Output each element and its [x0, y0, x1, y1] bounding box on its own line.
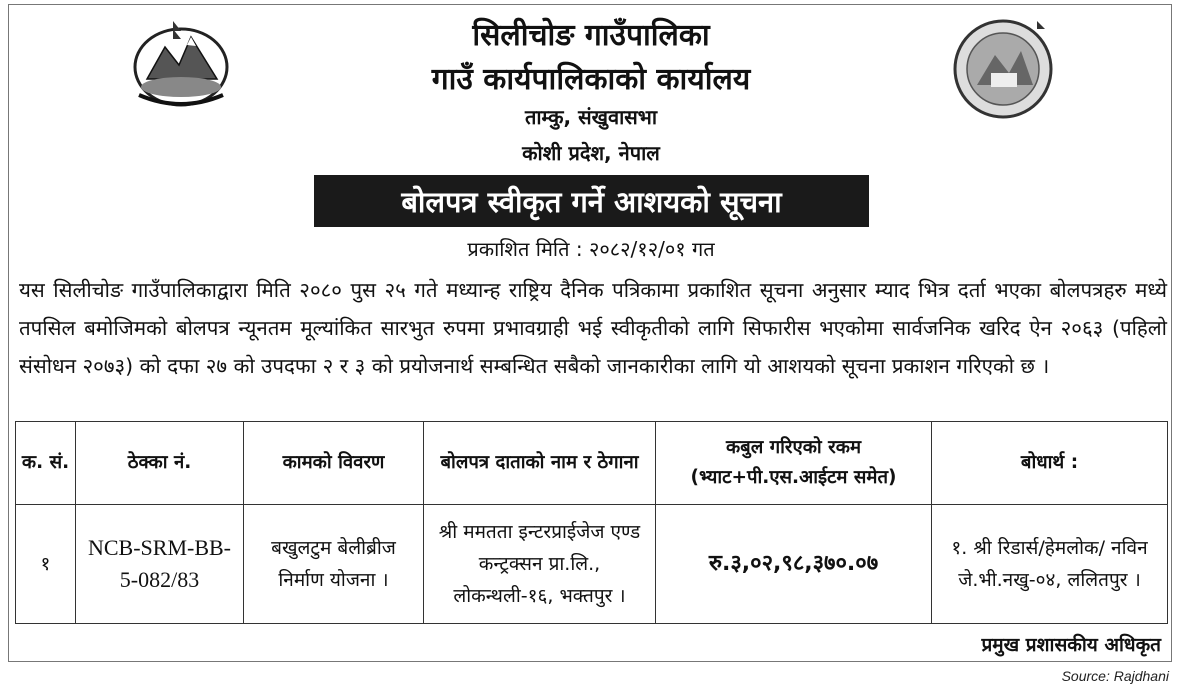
notice-body: यस सिलीचोङ गाउँपालिकाद्वारा मिति २०८० पुस २५ गते मध्यान्ह राष्ट्रिय दैनिक पत्रिकामा प्रकाशित सूचना अनुसार म्याद भित्र दर्ता भएका बोलपत्रहरु मध्ये तपसिल बमोजिमको बोलपत्र न्यूनतम मूल्यांकित सारभुत रुपमा प्रभावग्राही भई स्वीकृतीको लागि सिफारीस भएकोमा सार्वजनिक खरिद ऐन २०६३ (पहिलो संसोधन २०७३) को दफा २७ को उपदफा २ र ३ को प्रयोजनार्थ सम्बन्धित सबैको जानकारीका लागि यो आशयको सूचना प्रकाशन गरिएको छ । — [19, 278, 1167, 378]
table-header-row — [16, 422, 1168, 505]
header-bidder: बोलपत्र दाताको नाम र ठेगाना — [424, 422, 656, 505]
office-address: ताम्कु, संखुवासभा — [524, 105, 658, 129]
header-contract-no: ठेक्का नं. — [76, 422, 244, 505]
province-country: कोशी प्रदेश, नेपाल — [522, 141, 660, 165]
header-work: कामको विवरण — [244, 422, 424, 505]
cell-sn: १ — [16, 505, 76, 624]
header-sn: क. सं. — [16, 422, 76, 505]
office-name: गाउँ कार्यपालिकाको कार्यालय — [431, 62, 751, 97]
cell-bidder: श्री ममतता इन्टरप्राईजेज एण्ड कन्ट्रक्सन प्रा.लि., लोकन्थली-१६, भक्तपुर । — [424, 505, 656, 624]
cell-amount: रु.३,०२,९८,३७०.०७ — [656, 505, 932, 624]
header-note: बोधार्थ : — [932, 422, 1168, 505]
notice-title: बोलपत्र स्वीकृत गर्ने आशयको सूचना — [314, 175, 869, 227]
bid-table — [15, 421, 1168, 624]
cell-contract-no: NCB-SRM-BB-5-082/83 — [76, 505, 244, 624]
signatory-title: प्रमुख प्रशासकीय अधिकृत — [981, 634, 1161, 656]
source-credit: Source: Rajdhani — [1061, 668, 1169, 684]
notice-document — [8, 4, 1172, 662]
cell-work: बखुलटुम बेलीब्रीज निर्माण योजना । — [244, 505, 424, 624]
header-amount: कबुल गरिएको रकम (भ्याट+पी.एस.आईटम समेत) — [656, 422, 932, 505]
cell-note: १. श्री रिडार्स/हेमलोक/ नविन जे.भी.नखु-०४, ललितपुर । — [932, 505, 1168, 624]
municipality-name: सिलीचोङ गाउँपालिका — [472, 18, 710, 53]
published-date: प्रकाशित मिति : २०८२/१२/०१ गत — [467, 237, 715, 261]
table-row — [16, 505, 1168, 624]
